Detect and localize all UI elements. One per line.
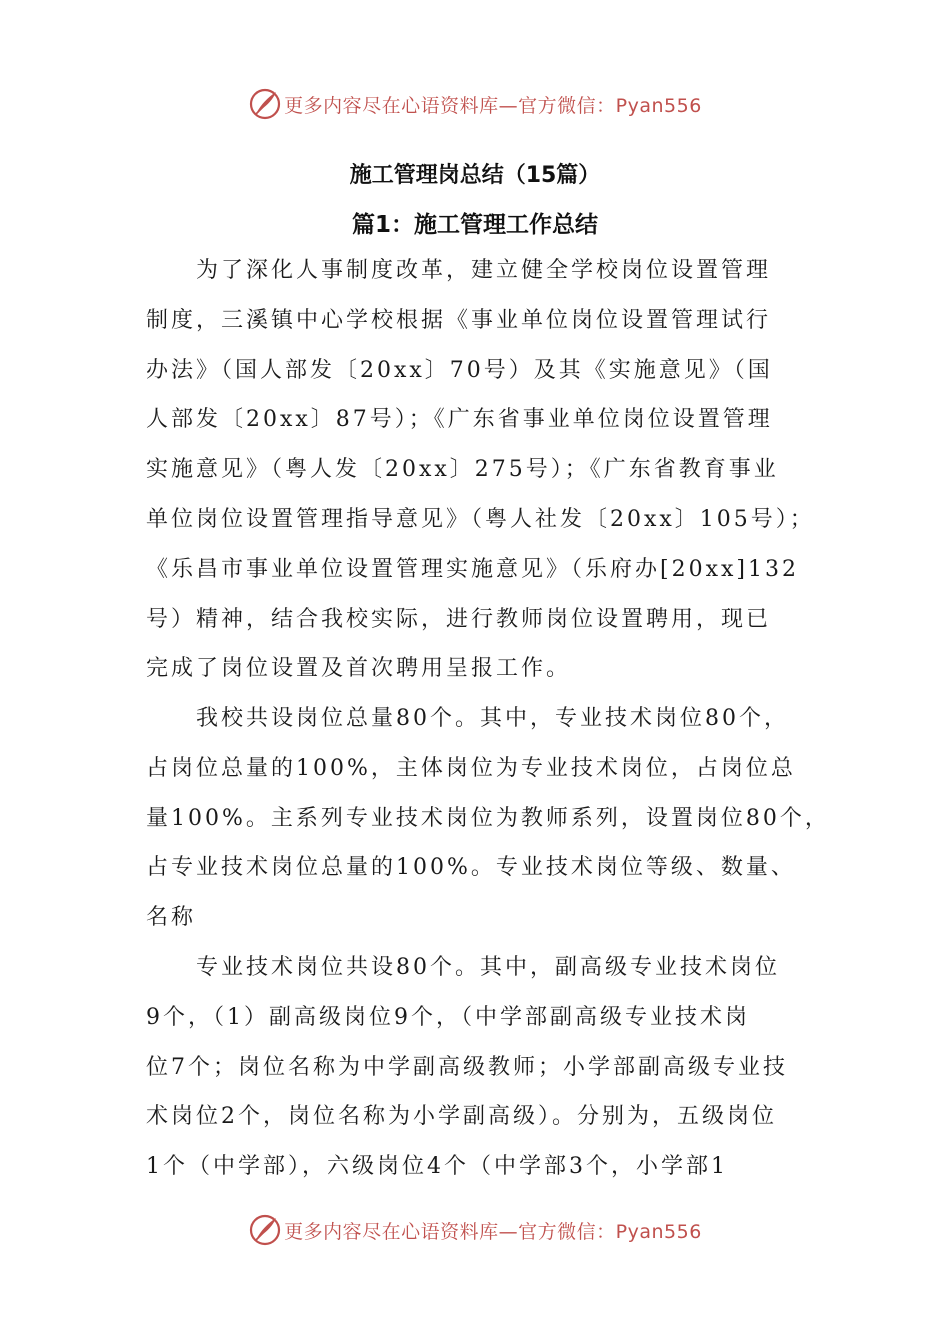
text-line: 号）精神，结合我校实际，进行教师岗位设置聘用，现已 xyxy=(146,606,772,632)
banner-text xyxy=(284,91,702,118)
text-line: 量100%。主系列专业技术岗位为教师系列，设置岗位80个， xyxy=(146,805,830,831)
text-line: 占专业技术岗位总量的100%。专业技术岗位等级、数量、 xyxy=(146,855,796,881)
banner-label: 更多内容尽在心语资料库—官方微信： xyxy=(284,94,616,117)
paragraph-1 xyxy=(146,254,815,702)
text-line: 单位岗位设置管理指导意见》（粤人社发〔20xx〕105号）； xyxy=(146,506,815,532)
text-line: 完成了岗位设置及首次聘用呈报工作。 xyxy=(146,656,572,682)
text-line: 制度，三溪镇中心学校根据《事业单位岗位设置管理试行 xyxy=(146,307,772,333)
text-line: 我校共设岗位总量80个。其中，专业技术岗位80个， xyxy=(196,706,789,731)
text-line: 《乐昌市事业单位设置管理实施意见》（乐府办[20xx]132 xyxy=(146,556,799,582)
text-line: 专业技术岗位共设80个。其中，副高级专业技术岗位 xyxy=(196,955,780,980)
document-title: 施工管理岗总结（15篇） xyxy=(349,163,601,188)
text-line: 占岗位总量的100%，主体岗位为专业技术岗位，占岗位总 xyxy=(146,755,796,781)
text-line: 9个，（1）副高级岗位9个，（中学部副高级专业技术岗 xyxy=(146,1004,750,1030)
section-heading: 篇1：施工管理工作总结 xyxy=(351,212,598,238)
text-line: 1个（中学部），六级岗位4个（中学部3个，小学部1 xyxy=(146,1154,728,1180)
watermark-banner-bottom xyxy=(0,1210,950,1250)
text-line: 实施意见》（粤人发〔20xx〕275号）；《广东省教育事业 xyxy=(146,457,779,483)
banner-label: 更多内容尽在心语资料库—官方微信： xyxy=(284,1220,616,1243)
watermark-banner-top xyxy=(0,84,950,124)
banner-wechat-id: Pyan556 xyxy=(615,1220,702,1243)
text-line: 人部发〔20xx〕87号）；《广东省事业单位岗位设置管理 xyxy=(146,407,773,433)
paragraph-3 xyxy=(146,951,812,1200)
text-line: 办法》（国人部发〔20xx〕70号）及其《实施意见》（国 xyxy=(146,357,773,383)
text-line: 为了深化人事制度改革，建立健全学校岗位设置管理 xyxy=(196,258,772,283)
banner-wechat-id: Pyan556 xyxy=(615,94,702,117)
quill-circle-logo-icon xyxy=(248,1213,282,1247)
text-line: 术岗位2个，岗位名称为小学副高级）。分别为，五级岗位 xyxy=(146,1104,777,1130)
text-line: 名称 xyxy=(146,905,197,931)
text-line: 位7个；岗位名称为中学副高级教师；小学部副高级专业技 xyxy=(146,1054,788,1080)
paragraph-2 xyxy=(146,702,830,951)
quill-circle-logo-icon xyxy=(248,87,282,121)
banner-text xyxy=(284,1217,702,1244)
